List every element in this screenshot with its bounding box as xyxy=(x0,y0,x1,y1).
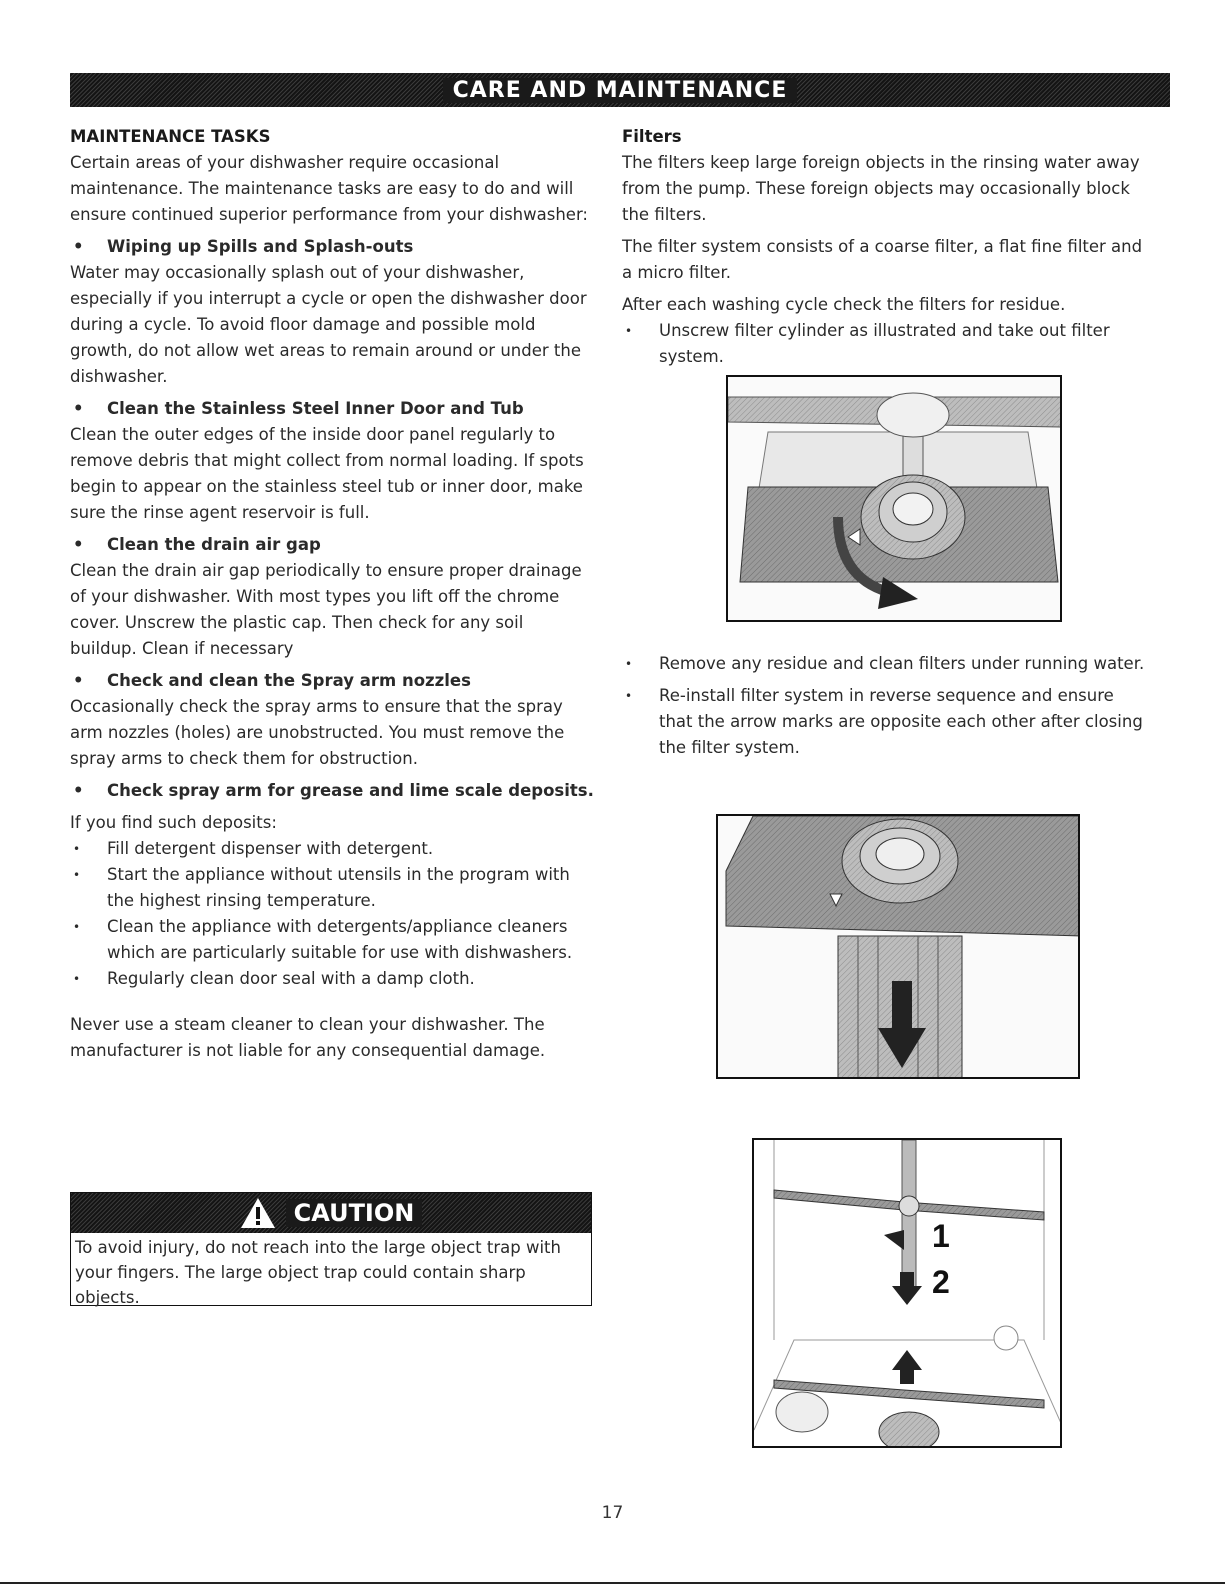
list-item: • Remove any residue and clean filters under running water. xyxy=(625,654,1145,673)
filters-heading: Filters xyxy=(622,127,682,146)
section-body-nozzles: Occasionally check the spray arms to ensure that the spray arm nozzles (holes) are unobstructed. You must remove the spray arms to check them for obstruction. xyxy=(70,697,565,768)
filter-steps-list xyxy=(622,651,1147,761)
section-body-deposits: If you find such deposits: xyxy=(70,813,277,832)
section-title-deposits: • Check spray arm for grease and lime scale deposits. xyxy=(73,781,594,800)
caution-header xyxy=(71,1193,591,1233)
section-body-spills: Water may occasionally splash out of your dishwasher, especially if you interrupt a cycle or open the dishwasher door during a cycle. To avoid floor damage and possible mold growth, do not allow wet areas to remain around or under the dishwasher. xyxy=(70,263,587,386)
section-title-spills: • Wiping up Spills and Splash-outs xyxy=(73,237,414,256)
list-item: • Clean the appliance with detergents/appliance cleaners which are particularly suitable for use with dishwashers. xyxy=(73,917,573,962)
list-item: • Re-install filter system in reverse sequence and ensure that the arrow marks are opposite each other after closing the filter system. xyxy=(625,686,1143,757)
filters-p1: The filters keep large foreign objects in the rinsing water away from the pump. These foreign objects may occasionally block the filters. xyxy=(622,153,1140,224)
section-title-air-gap: • Clean the drain air gap xyxy=(73,535,321,554)
step-label-2: 2 xyxy=(932,1264,950,1300)
filter-unscrew-illustration xyxy=(726,375,1062,622)
maintenance-heading: MAINTENANCE TASKS xyxy=(70,127,271,146)
steam-cleaner-note: Never use a steam cleaner to clean your dishwasher. The manufacturer is not liable for any consequential damage. xyxy=(70,1015,546,1060)
intro-text: Certain areas of your dishwasher require occasional maintenance. The maintenance tasks are easy to do and will ensure continued superior performance from your dishwasher: xyxy=(70,153,588,224)
filter-system-illustration xyxy=(716,814,1080,1079)
step-label-1: 1 xyxy=(932,1218,950,1254)
section-title: CARE AND MAINTENANCE xyxy=(443,78,798,103)
list-item: • Unscrew filter cylinder as illustrated and take out filter system. xyxy=(625,321,1110,366)
list-item: • Fill detergent dispenser with detergent. xyxy=(73,839,434,858)
caution-label: CAUTION xyxy=(286,1199,423,1227)
section-title-stainless: • Clean the Stainless Steel Inner Door and Tub xyxy=(73,399,524,418)
section-body-air-gap: Clean the drain air gap periodically to ensure proper drainage of your dishwasher. With most types you lift off the chrome cover. Unscrew the plastic cap. Then check for any soil buildup. Clean if necessary xyxy=(70,561,582,658)
page-number: 17 xyxy=(601,1503,624,1523)
bottom-rule xyxy=(0,1582,1225,1584)
right-column xyxy=(622,124,1147,370)
section-banner xyxy=(70,73,1170,107)
filters-p2: The filter system consists of a coarse filter, a flat fine filter and a micro filter. xyxy=(622,237,1143,282)
filter-step-1-list xyxy=(622,318,1147,370)
left-column xyxy=(70,124,595,1064)
section-title-nozzles: • Check and clean the Spray arm nozzles xyxy=(73,671,471,690)
filters-p3: After each washing cycle check the filters for residue. xyxy=(622,295,1066,314)
caution-box xyxy=(70,1192,592,1306)
spray-arm-illustration xyxy=(752,1138,1062,1448)
warning-triangle-icon xyxy=(240,1197,276,1229)
caution-text: To avoid injury, do not reach into the large object trap with your fingers. The large object trap could contain sharp objects. xyxy=(75,1238,561,1307)
section-body-stainless: Clean the outer edges of the inside door panel regularly to remove debris that might collect from normal loading. If spots begin to appear on the stainless steel tub or inner door, make sure the rinse agent reservoir is full. xyxy=(70,425,584,522)
list-item: • Regularly clean door seal with a damp cloth. xyxy=(73,969,475,988)
deposit-steps-list xyxy=(70,836,595,992)
list-item: • Start the appliance without utensils in the program with the highest rinsing temperature. xyxy=(73,865,570,910)
